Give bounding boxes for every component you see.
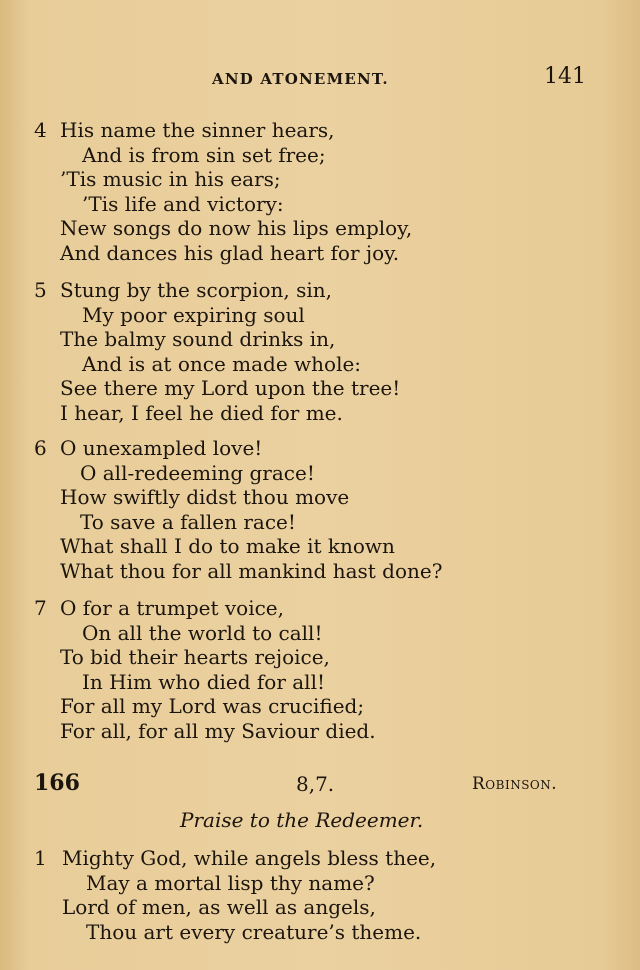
- verse-line: ’Tis life and victory:: [82, 191, 284, 216]
- verse-line: And is from sin set free;: [82, 142, 326, 167]
- verse-number: 5: [34, 278, 47, 302]
- verse-line: ’Tis music in his ears;: [60, 167, 281, 191]
- hymn-title: Praise to the Redeemer.: [180, 808, 424, 832]
- verse-number: 7: [34, 596, 47, 620]
- verse-line: Thou art every creature’s theme.: [86, 919, 422, 944]
- verse-line: Mighty God, while angels bless thee,: [62, 846, 437, 870]
- verse-line: To bid their hearts rejoice,: [60, 645, 330, 669]
- verse-line: And is at once made whole:: [82, 351, 362, 376]
- verse-line: For all my Lord was crucified;: [60, 694, 365, 718]
- verse-line: O unexampled love!: [60, 436, 263, 460]
- verse-line: Lord of men, as well as angels,: [62, 895, 376, 919]
- verse-line: How swiftly didst thou move: [60, 485, 350, 509]
- verse-line: His name the sinner hears,: [60, 118, 335, 142]
- verse-line: To save a fallen race!: [80, 509, 296, 534]
- verse-line: For all, for all my Saviour died.: [60, 718, 376, 743]
- verse-line: What shall I do to make it known: [60, 534, 395, 558]
- verse-number: 6: [34, 436, 47, 460]
- verse-line: New songs do now his lips employ,: [60, 216, 413, 240]
- verse-line: O all-redeeming grace!: [80, 460, 315, 485]
- verse-line: See there my Lord upon the tree!: [60, 376, 401, 400]
- verse-line: I hear, I feel he died for me.: [60, 400, 343, 425]
- hymn-number: 166: [34, 770, 80, 796]
- verse-number: 1: [34, 846, 47, 870]
- running-header: AND ATONEMENT.: [212, 70, 389, 88]
- verse-line: What thou for all mankind hast done?: [60, 558, 443, 583]
- verse-line: Stung by the scorpion, sin,: [60, 278, 333, 302]
- verse-line: On all the world to call!: [82, 620, 323, 645]
- verse-line: May a mortal lisp thy name?: [86, 870, 375, 895]
- hymn-composer: Robinson.: [472, 774, 558, 794]
- hymn-meter: 8,7.: [296, 772, 335, 796]
- verse-line: In Him who died for all!: [82, 669, 326, 694]
- verse-line: O for a trumpet voice,: [60, 596, 285, 620]
- verse-line: The balmy sound drinks in,: [60, 327, 336, 351]
- page-number: 141: [544, 64, 586, 89]
- verse-line: And dances his glad heart for joy.: [60, 240, 400, 265]
- verse-line: My poor expiring soul: [82, 302, 305, 327]
- verse-number: 4: [34, 118, 47, 142]
